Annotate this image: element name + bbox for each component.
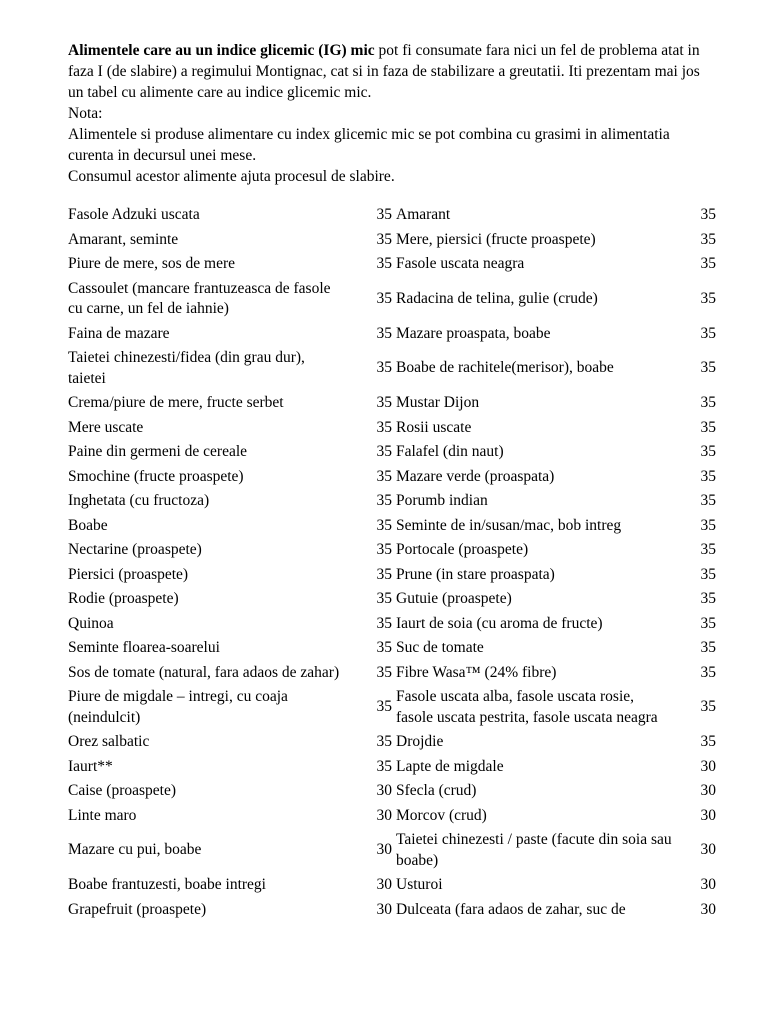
gi-value-left: 35 (376, 663, 392, 681)
gi-value-left: 35 (376, 418, 392, 436)
food-name-right: Iaurt de soia (cu aroma de fructe) (396, 614, 603, 632)
gi-value-left: 35 (376, 206, 392, 223)
gi-value-left: 35 (376, 639, 392, 656)
gi-value-left: 35 (376, 324, 392, 342)
gi-value-right: 35 (700, 733, 716, 750)
gi-value-right: 35 (700, 639, 716, 656)
food-name-left: Boabe frantuzesti, boabe intregi (68, 876, 266, 893)
food-name-left: Piure de mere, sos de mere (68, 255, 235, 272)
gi-value-left: 35 (376, 289, 392, 307)
food-name-right: Fibre Wasa™ (24% fibre) (396, 663, 557, 681)
gi-value-right: 35 (700, 394, 716, 411)
gi-value-right: 35 (700, 467, 716, 485)
food-name-right: Suc de tomate (396, 639, 484, 656)
intro-bold-lead: Alimentele care au un indice glicemic (IG) mic (68, 42, 375, 59)
food-name-left: Smochine (fructe proaspete) (68, 467, 244, 485)
table-row (66, 465, 718, 490)
food-name-left: Inghetata (cu fructoza) (68, 492, 210, 509)
gi-value-left: 35 (376, 359, 392, 377)
intro-text: pot fi consumate fara nici un fel de problema atat in faza I (de slabire) a regimului Montignac, cat si in faza de stabilizare a greutatii. Iti prezentam mai jos un tabel cu alimente care au indice glicemic mic. (68, 42, 700, 101)
food-name-left: Grapefruit (proaspete) (68, 900, 207, 918)
note-text-1: Alimentele si produse alimentare cu index glicemic mic se pot combina cu grasimi in alimentatia curenta in decursul unei mese. (68, 126, 670, 164)
food-name-left: Paine din germeni de cereale (68, 443, 248, 460)
gi-value-left: 35 (376, 733, 392, 750)
food-name-left: Cassoulet (mancare frantuzeasca de fasole cu carne, un fel de iahnie) (68, 279, 331, 317)
table-row (66, 612, 718, 637)
gi-value-right: 30 (700, 841, 716, 859)
gi-value-left: 30 (376, 782, 392, 799)
table-row (66, 563, 718, 588)
gi-value-right: 30 (700, 876, 716, 893)
note-label: Nota: (68, 105, 103, 122)
table-row (66, 661, 718, 686)
gi-value-left: 35 (376, 443, 392, 460)
food-name-right: Drojdie (396, 733, 444, 750)
gi-value-right: 35 (700, 230, 716, 248)
gi-value-left: 35 (376, 394, 392, 411)
food-name-left: Piersici (proaspete) (68, 565, 189, 583)
table-row (66, 346, 718, 391)
gi-value-left: 30 (376, 841, 392, 859)
table-row (66, 779, 718, 804)
gi-value-left: 30 (376, 900, 392, 918)
food-name-right: Porumb indian (396, 492, 488, 509)
food-name-right: Fasole uscata alba, fasole uscata rosie, fasole uscata pestrita, fasole uscata neagra (396, 688, 658, 726)
gi-value-left: 35 (376, 516, 392, 534)
food-name-left: Faina de mazare (68, 324, 170, 342)
table-row (66, 322, 718, 347)
food-name-left: Amarant, seminte (68, 230, 179, 248)
gi-value-left: 35 (376, 255, 392, 272)
gi-value-right: 35 (700, 492, 716, 509)
food-name-left: Orez salbatic (68, 733, 150, 750)
food-name-left: Iaurt** (68, 757, 113, 775)
table-row (66, 804, 718, 829)
table-row (66, 587, 718, 612)
food-name-left: Nectarine (proaspete) (68, 541, 202, 558)
food-name-left: Mere uscate (68, 418, 144, 436)
food-name-left: Quinoa (68, 614, 114, 632)
food-name-right: Gutuie (proaspete) (396, 590, 512, 607)
food-name-right: Boabe de rachitele(merisor), boabe (396, 359, 614, 377)
gi-value-right: 35 (700, 516, 716, 534)
table-row (66, 538, 718, 563)
food-name-right: Prune (in stare proaspata) (396, 565, 555, 583)
table-row (66, 440, 718, 465)
table-body (66, 203, 718, 922)
food-name-right: Morcov (crud) (396, 806, 487, 824)
food-name-right: Dulceata (fara adaos de zahar, suc de (396, 900, 626, 918)
gi-value-left: 35 (376, 230, 392, 248)
food-name-left: Seminte floarea-soarelui (68, 639, 220, 656)
food-name-right: Usturoi (396, 876, 443, 893)
food-name-right: Taietei chinezesti / paste (facute din soia sau boabe) (396, 831, 672, 869)
gi-value-left: 35 (376, 492, 392, 509)
food-name-right: Rosii uscate (396, 418, 472, 436)
table-row (66, 755, 718, 780)
gi-value-right: 35 (700, 663, 716, 681)
table-row (66, 391, 718, 416)
gi-value-right: 35 (700, 324, 716, 342)
table-row (66, 898, 718, 923)
gi-value-right: 35 (700, 443, 716, 460)
gi-value-left: 35 (376, 565, 392, 583)
table-row (66, 828, 718, 873)
table-row (66, 489, 718, 514)
table-row (66, 636, 718, 661)
food-name-left: Rodie (proaspete) (68, 590, 179, 607)
table-row (66, 514, 718, 539)
gi-value-left: 35 (376, 757, 392, 775)
glycemic-index-table (66, 203, 718, 922)
gi-value-right: 35 (700, 359, 716, 377)
gi-value-right: 35 (700, 289, 716, 307)
table-row (66, 873, 718, 898)
gi-value-right: 35 (700, 565, 716, 583)
food-name-right: Mazare proaspata, boabe (396, 324, 551, 342)
gi-value-right: 35 (700, 206, 716, 223)
food-name-right: Portocale (proaspete) (396, 541, 529, 558)
food-name-right: Mazare verde (proaspata) (396, 467, 555, 485)
gi-value-right: 30 (700, 806, 716, 824)
food-name-left: Mazare cu pui, boabe (68, 841, 202, 859)
gi-value-right: 35 (700, 614, 716, 632)
table-row (66, 203, 718, 228)
note-text-2: Consumul acestor alimente ajuta procesul de slabire. (68, 168, 395, 185)
gi-value-right: 35 (700, 418, 716, 436)
food-name-left: Piure de migdale – intregi, cu coaja (neindulcit) (68, 688, 288, 726)
table-row (66, 730, 718, 755)
food-name-left: Linte maro (68, 806, 137, 824)
gi-value-left: 35 (376, 590, 392, 607)
food-name-right: Sfecla (crud) (396, 782, 477, 799)
table-row (66, 277, 718, 322)
gi-value-left: 30 (376, 876, 392, 893)
food-name-right: Seminte de in/susan/mac, bob intreg (396, 516, 622, 534)
food-name-right: Mustar Dijon (396, 394, 480, 411)
table-row (66, 416, 718, 441)
food-name-left: Caise (proaspete) (68, 782, 177, 799)
food-name-right: Mere, piersici (fructe proaspete) (396, 230, 596, 248)
table-row (66, 228, 718, 253)
gi-value-left: 35 (376, 541, 392, 558)
gi-value-right: 35 (700, 255, 716, 272)
food-name-right: Falafel (din naut) (396, 443, 504, 460)
table-row (66, 685, 718, 730)
food-name-left: Boabe (68, 516, 108, 534)
gi-value-left: 35 (376, 614, 392, 632)
table-row (66, 252, 718, 277)
gi-value-right: 35 (700, 541, 716, 558)
intro-paragraph (68, 40, 708, 187)
food-name-left: Taietei chinezesti/fidea (din grau dur), taietei (68, 349, 305, 387)
gi-value-right: 35 (700, 698, 716, 716)
gi-value-left: 30 (376, 806, 392, 824)
food-name-right: Fasole uscata neagra (396, 255, 525, 272)
gi-value-right: 30 (700, 757, 716, 775)
food-name-left: Sos de tomate (natural, fara adaos de zahar) (68, 663, 340, 681)
gi-value-right: 30 (700, 782, 716, 799)
food-name-left: Fasole Adzuki uscata (68, 206, 200, 223)
food-name-right: Radacina de telina, gulie (crude) (396, 289, 598, 307)
gi-value-left: 35 (376, 698, 392, 716)
food-name-right: Amarant (396, 206, 451, 223)
gi-value-right: 35 (700, 590, 716, 607)
food-name-left: Crema/piure de mere, fructe serbet (68, 394, 284, 411)
gi-value-right: 30 (700, 900, 716, 918)
gi-value-left: 35 (376, 467, 392, 485)
food-name-right: Lapte de migdale (396, 757, 504, 775)
